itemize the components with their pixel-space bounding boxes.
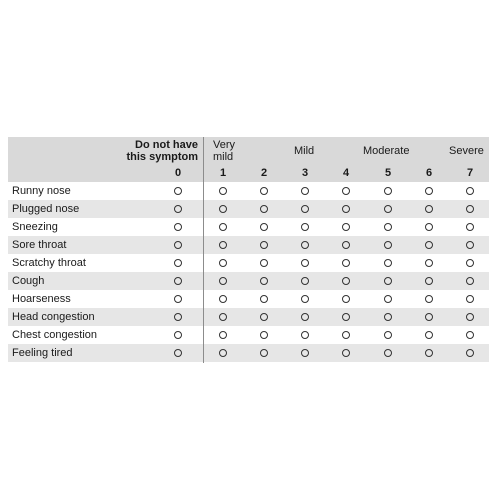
scale-number-0: 0 <box>174 167 182 179</box>
scale-number-2: 2 <box>260 167 268 179</box>
symptom-rating-table <box>8 137 489 363</box>
rating-radio-1[interactable] <box>219 349 227 357</box>
severe-header: Severe <box>449 145 484 157</box>
rating-radio-7[interactable] <box>466 331 474 339</box>
symptom-label: Chest congestion <box>12 329 97 341</box>
table-row <box>8 290 489 308</box>
rating-radio-0[interactable] <box>174 331 182 339</box>
rating-radio-6[interactable] <box>425 187 433 195</box>
rating-radio-5[interactable] <box>384 295 392 303</box>
no-symptom-header-line1: Do not have <box>135 139 198 151</box>
rating-radio-1[interactable] <box>219 187 227 195</box>
rating-radio-1[interactable] <box>219 205 227 213</box>
table-row <box>8 308 489 326</box>
rating-radio-5[interactable] <box>384 349 392 357</box>
scale-number-1: 1 <box>219 167 227 179</box>
mild-header: Mild <box>294 145 315 157</box>
rating-radio-6[interactable] <box>425 205 433 213</box>
rating-radio-4[interactable] <box>342 223 350 231</box>
rating-radio-0[interactable] <box>174 295 182 303</box>
rating-radio-4[interactable] <box>342 205 350 213</box>
rating-radio-1[interactable] <box>219 277 227 285</box>
rating-radio-7[interactable] <box>466 205 474 213</box>
table-row <box>8 254 489 272</box>
rating-radio-3[interactable] <box>301 205 309 213</box>
rating-radio-2[interactable] <box>260 241 268 249</box>
rating-radio-0[interactable] <box>174 349 182 357</box>
rating-radio-3[interactable] <box>301 187 309 195</box>
rating-radio-7[interactable] <box>466 349 474 357</box>
symptom-label: Sneezing <box>12 221 58 233</box>
symptom-label: Head congestion <box>12 311 95 323</box>
very-mild-header-line1: Very <box>213 139 236 151</box>
rating-radio-4[interactable] <box>342 313 350 321</box>
symptom-label: Sore throat <box>12 239 67 251</box>
rating-radio-1[interactable] <box>219 259 227 267</box>
scale-number-4: 4 <box>342 167 350 179</box>
table-row <box>8 272 489 290</box>
rating-radio-2[interactable] <box>260 205 268 213</box>
rating-radio-1[interactable] <box>219 241 227 249</box>
table-row <box>8 182 489 200</box>
rating-radio-3[interactable] <box>301 331 309 339</box>
rating-radio-6[interactable] <box>425 223 433 231</box>
rating-radio-6[interactable] <box>425 241 433 249</box>
rating-radio-0[interactable] <box>174 277 182 285</box>
rating-radio-7[interactable] <box>466 187 474 195</box>
table-row <box>8 344 489 362</box>
scale-number-5: 5 <box>384 167 392 179</box>
rating-radio-3[interactable] <box>301 223 309 231</box>
rating-radio-6[interactable] <box>425 259 433 267</box>
rating-radio-4[interactable] <box>342 187 350 195</box>
rating-radio-6[interactable] <box>425 295 433 303</box>
rating-radio-1[interactable] <box>219 313 227 321</box>
rating-radio-4[interactable] <box>342 241 350 249</box>
rating-radio-6[interactable] <box>425 313 433 321</box>
rating-radio-0[interactable] <box>174 313 182 321</box>
rating-radio-4[interactable] <box>342 259 350 267</box>
rating-radio-5[interactable] <box>384 331 392 339</box>
rating-radio-6[interactable] <box>425 331 433 339</box>
rating-radio-2[interactable] <box>260 313 268 321</box>
rating-radio-5[interactable] <box>384 187 392 195</box>
table-row <box>8 218 489 236</box>
rating-radio-6[interactable] <box>425 349 433 357</box>
rating-radio-5[interactable] <box>384 241 392 249</box>
rating-radio-3[interactable] <box>301 295 309 303</box>
rating-radio-3[interactable] <box>301 259 309 267</box>
no-symptom-header-line2: this symptom <box>126 151 198 163</box>
rating-radio-2[interactable] <box>260 295 268 303</box>
rating-radio-1[interactable] <box>219 223 227 231</box>
rating-radio-2[interactable] <box>260 223 268 231</box>
rating-radio-4[interactable] <box>342 277 350 285</box>
symptom-label: Scratchy throat <box>12 257 86 269</box>
symptom-label: Plugged nose <box>12 203 80 215</box>
rating-radio-4[interactable] <box>342 295 350 303</box>
rating-radio-1[interactable] <box>219 295 227 303</box>
table-row <box>8 236 489 254</box>
rating-radio-6[interactable] <box>425 277 433 285</box>
rating-radio-3[interactable] <box>301 241 309 249</box>
scale-number-7: 7 <box>466 167 474 179</box>
rating-radio-7[interactable] <box>466 313 474 321</box>
rating-radio-1[interactable] <box>219 331 227 339</box>
rating-radio-5[interactable] <box>384 313 392 321</box>
rating-radio-4[interactable] <box>342 349 350 357</box>
symptom-label: Runny nose <box>12 185 71 197</box>
column-divider <box>203 137 204 363</box>
rating-radio-0[interactable] <box>174 241 182 249</box>
rating-radio-7[interactable] <box>466 277 474 285</box>
very-mild-header-line2: mild <box>213 151 234 163</box>
rating-radio-2[interactable] <box>260 187 268 195</box>
rating-radio-5[interactable] <box>384 223 392 231</box>
symptom-label: Feeling tired <box>12 347 73 359</box>
symptom-label: Cough <box>12 275 45 287</box>
moderate-header: Moderate <box>363 145 410 157</box>
symptom-label: Hoarseness <box>12 293 71 305</box>
rating-radio-5[interactable] <box>384 259 392 267</box>
rating-radio-7[interactable] <box>466 241 474 249</box>
table-header <box>8 137 489 182</box>
rating-radio-5[interactable] <box>384 205 392 213</box>
very-mild-header <box>213 139 235 163</box>
rating-radio-0[interactable] <box>174 259 182 267</box>
rating-radio-3[interactable] <box>301 349 309 357</box>
rating-radio-5[interactable] <box>384 277 392 285</box>
rating-radio-2[interactable] <box>260 277 268 285</box>
scale-number-3: 3 <box>301 167 309 179</box>
table-row <box>8 326 489 344</box>
rating-radio-4[interactable] <box>342 331 350 339</box>
rating-radio-3[interactable] <box>301 313 309 321</box>
rating-radio-2[interactable] <box>260 349 268 357</box>
rating-radio-0[interactable] <box>174 205 182 213</box>
rating-radio-7[interactable] <box>466 295 474 303</box>
rating-radio-2[interactable] <box>260 331 268 339</box>
rating-radio-2[interactable] <box>260 259 268 267</box>
table-row <box>8 200 489 218</box>
rating-radio-0[interactable] <box>174 187 182 195</box>
no-symptom-header <box>124 139 198 163</box>
symptom-rows <box>8 182 489 362</box>
rating-radio-3[interactable] <box>301 277 309 285</box>
scale-number-6: 6 <box>425 167 433 179</box>
rating-radio-7[interactable] <box>466 259 474 267</box>
rating-radio-0[interactable] <box>174 223 182 231</box>
rating-radio-7[interactable] <box>466 223 474 231</box>
